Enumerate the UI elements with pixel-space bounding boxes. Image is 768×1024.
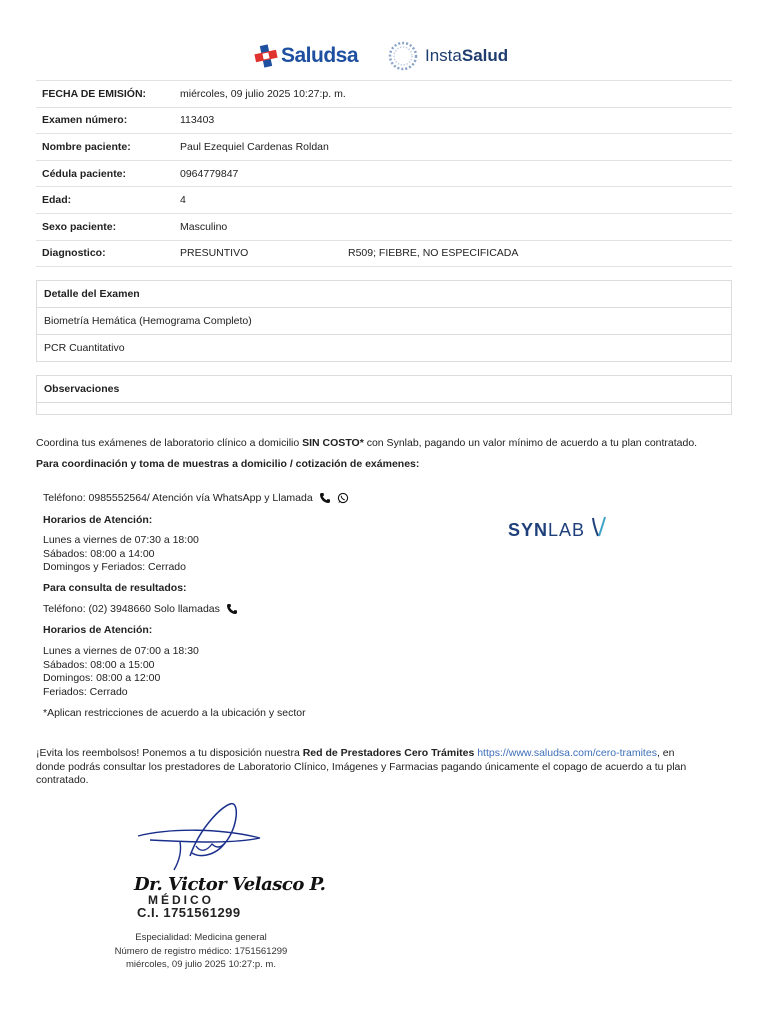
fecha-value: miércoles, 09 julio 2025 10:27:p. m.: [174, 81, 732, 108]
saludsa-wordmark: Saludsa: [281, 44, 359, 67]
doctor-footer: [96, 931, 306, 972]
horarios-title-2: Horarios de Atención:: [43, 624, 153, 636]
evita-paragraph: ¡Evita los reembolsos! Ponemos a tu disposición nuestra Red de Prestadores Cero Trámites https://www.saludsa.com/cero-tramites, en donde podrás consultar los prestadores de Laboratorio Clínico, Imágenes y Farmacias pagando únicamente el copago de acuerdo a tu plan contratado.: [36, 747, 687, 786]
examen-label: Examen número:: [36, 107, 174, 134]
diagnostico-detail: R509; FIEBRE, NO ESPECIFICADA: [342, 240, 732, 267]
examen-value: 113403: [174, 107, 732, 134]
cero-tramites-link[interactable]: https://www.saludsa.com/cero-tramites: [477, 747, 657, 759]
phone-icon: [226, 603, 238, 615]
table-row: [36, 160, 732, 187]
table-row: [36, 81, 732, 108]
table-row: [36, 187, 732, 214]
diagnostico-label: Diagnostico:: [36, 240, 174, 267]
sexo-label: Sexo paciente:: [36, 213, 174, 240]
cedula-label: Cédula paciente:: [36, 160, 174, 187]
horarios-list-2: Lunes a viernes de 07:00 a 18:30 Sábados: 08:00 a 15:00 Domingos: 08:00 a 12:00 Feriados: Cerrado: [43, 645, 199, 698]
nombre-value: Paul Ezequiel Cardenas Roldan: [174, 134, 732, 161]
doctor-ci: C.I. 1751561299: [137, 905, 241, 920]
coordinacion-title: Para coordinación y toma de muestras a domicilio / cotización de exámenes:: [36, 458, 420, 470]
instasalud-wordmark: InstaSalud: [425, 46, 509, 65]
coordina-paragraph: Coordina tus exámenes de laboratorio clínico a domicilio SIN COSTO* con Synlab, pagando un valor mínimo de acuerdo a tu plan contratado.: [36, 437, 698, 449]
doctor-name: Dr. Victor Velasco P.: [134, 874, 326, 895]
nombre-label: Nombre paciente:: [36, 134, 174, 161]
footer-date: miércoles, 09 julio 2025 10:27:p. m.: [126, 959, 276, 970]
especialidad-text: Especialidad: Medicina general: [135, 932, 267, 943]
doctor-role: MÉDICO: [148, 893, 214, 907]
telefono-resultados: Teléfono: (02) 3948660 Solo llamadas: [43, 603, 238, 617]
saludsa-logo: [254, 44, 358, 68]
instasalud-ring-icon: [387, 40, 419, 72]
consulta-title: Para consulta de resultados:: [43, 582, 187, 594]
observaciones-value: [37, 402, 731, 414]
table-row: [36, 240, 732, 267]
registro-text: Número de registro médico: 1751561299: [114, 945, 288, 957]
detalle-examen-box: [36, 280, 732, 362]
horarios-list-1: Lunes a viernes de 07:30 a 18:00 Sábados: 08:00 a 14:00 Domingos y Feriados: Cerrado: [43, 534, 199, 573]
detalle-title: Detalle del Examen: [44, 288, 140, 300]
edad-value: 4: [174, 187, 732, 214]
patient-info-table: [36, 80, 732, 267]
exam-item: Biometría Hemática (Hemograma Completo): [37, 307, 731, 334]
whatsapp-icon: [337, 492, 349, 504]
phone-icon: [319, 492, 331, 504]
horarios-title-1: Horarios de Atención:: [43, 514, 153, 526]
synlab-logo: SYNLAB: [508, 516, 607, 541]
observaciones-title: Observaciones: [44, 383, 120, 395]
cedula-value: 0964779847: [174, 160, 732, 187]
doctor-stamp: [134, 874, 325, 920]
exam-item: PCR Cuantitativo: [37, 334, 731, 361]
diagnostico-value: PRESUNTIVO: [174, 240, 342, 267]
saludsa-cross-icon: [254, 44, 278, 68]
table-row: [36, 134, 732, 161]
header: [0, 40, 768, 74]
telefono-whatsapp: Teléfono: 0985552564/ Atención vía WhatsApp y Llamada: [43, 492, 349, 506]
instasalud-logo: [387, 40, 508, 72]
observaciones-box: [36, 375, 732, 415]
restricciones-note: *Aplican restricciones de acuerdo a la ubicación y sector: [43, 707, 306, 719]
signature-drawing: [130, 798, 270, 878]
edad-label: Edad:: [36, 187, 174, 214]
table-row: [36, 107, 732, 134]
synlab-mark-icon: [591, 516, 607, 538]
fecha-label: FECHA DE EMISIÓN:: [36, 81, 174, 108]
sexo-value: Masculino: [174, 213, 732, 240]
table-row: [36, 213, 732, 240]
